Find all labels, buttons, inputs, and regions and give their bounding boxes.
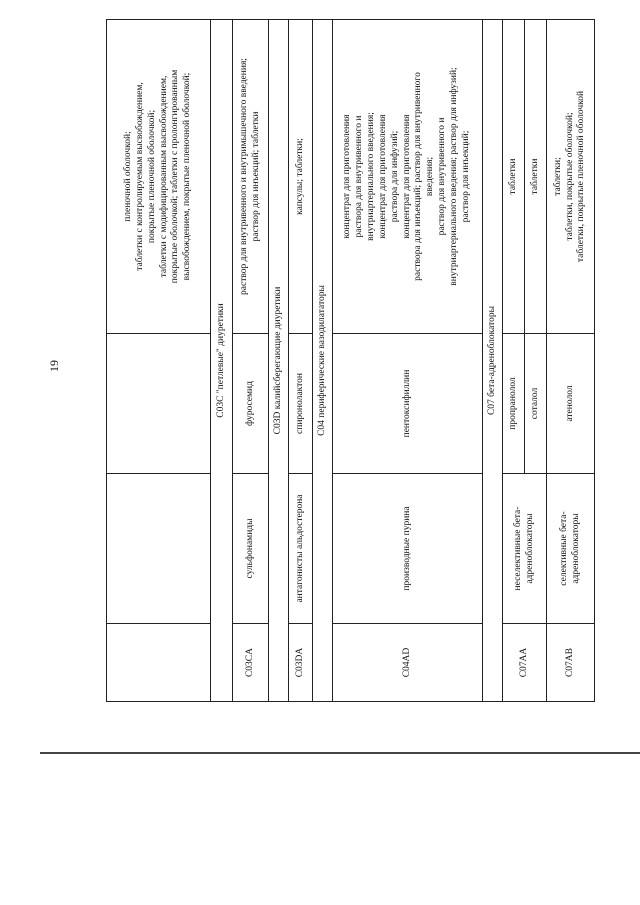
drug-name: соталол: [525, 334, 547, 474]
drug-name: пентоксифиллин: [333, 334, 483, 474]
dosage-forms: раствор для внутривенного и внутримышечного введения; раствор для инъекций; таблетки: [233, 20, 269, 334]
table-row: [107, 20, 211, 702]
drug-name: атенолол: [547, 334, 595, 474]
dosage-forms: таблетки; таблетки, покрытые оболочкой; таблетки, покрытые пленочной оболочкой: [547, 20, 595, 334]
group-heading-row: [211, 20, 233, 702]
form-cell: пленочной оболочкой; таблетки с контролируемым высвобождением, покрытые пленочной оболочкой; таблетки с модифицированным высвобождением, покрытые оболочкой; таблетки с пролонгированным высвобождением, покрытые пленочной оболочкой;: [107, 20, 211, 334]
name-cell: [107, 334, 211, 474]
dosage-forms: таблетки: [503, 20, 525, 334]
atc-code: C07AB: [547, 624, 595, 702]
table-row: [547, 20, 595, 702]
drug-name: фуросемид: [233, 334, 269, 474]
atc-code: C03CA: [233, 624, 269, 702]
table-row: [289, 20, 313, 702]
atc-code: C04AD: [333, 624, 483, 702]
atc-code: C07AA: [503, 624, 547, 702]
dosage-forms: концентрат для приготовления раствора для внутривенного и внутриартериального введения; концентрат для приготовления раствора для инфузий; концентрат для приготовления раствора для инъекций; раствор для внутривенного введения; раствор для внутривенного и внутриартериального введения; раствор для инфузий; раствор для инъекций;: [333, 20, 483, 334]
group-heading-row: [483, 20, 503, 702]
group-heading-row: [313, 20, 333, 702]
group-heading: C04 периферические вазодилататоры: [313, 20, 333, 702]
table-row: [233, 20, 269, 702]
group-heading: C03C "петлевые" диуретики: [211, 20, 233, 702]
group-cell: [107, 474, 211, 624]
pharm-group: неселективные бета-адреноблокаторы: [503, 474, 547, 624]
page-number: 19: [47, 360, 61, 372]
group-heading-row: [269, 20, 289, 702]
dosage-forms: капсулы; таблетки;: [289, 20, 313, 334]
group-heading: C07 бета-адреноблокаторы: [483, 20, 503, 702]
table-row: [503, 20, 525, 702]
pharm-group: антагонисты альдостерона: [289, 474, 313, 624]
atc-code: C03DA: [289, 624, 313, 702]
pharm-group: производные пурина: [333, 474, 483, 624]
group-heading: C03D калийсберегающие диуретики: [269, 20, 289, 702]
table-row: [333, 20, 483, 702]
drug-name: пропранолол: [503, 334, 525, 474]
drug-table: [106, 19, 595, 702]
scan-edge-line: [40, 752, 640, 754]
dosage-forms: таблетки: [525, 20, 547, 334]
rotated-table-wrapper: [106, 20, 636, 702]
code-cell: [107, 624, 211, 702]
pharm-group: селективные бета-адреноблокаторы: [547, 474, 595, 624]
drug-name: спиронолактон: [289, 334, 313, 474]
pharm-group: сульфонамиды: [233, 474, 269, 624]
